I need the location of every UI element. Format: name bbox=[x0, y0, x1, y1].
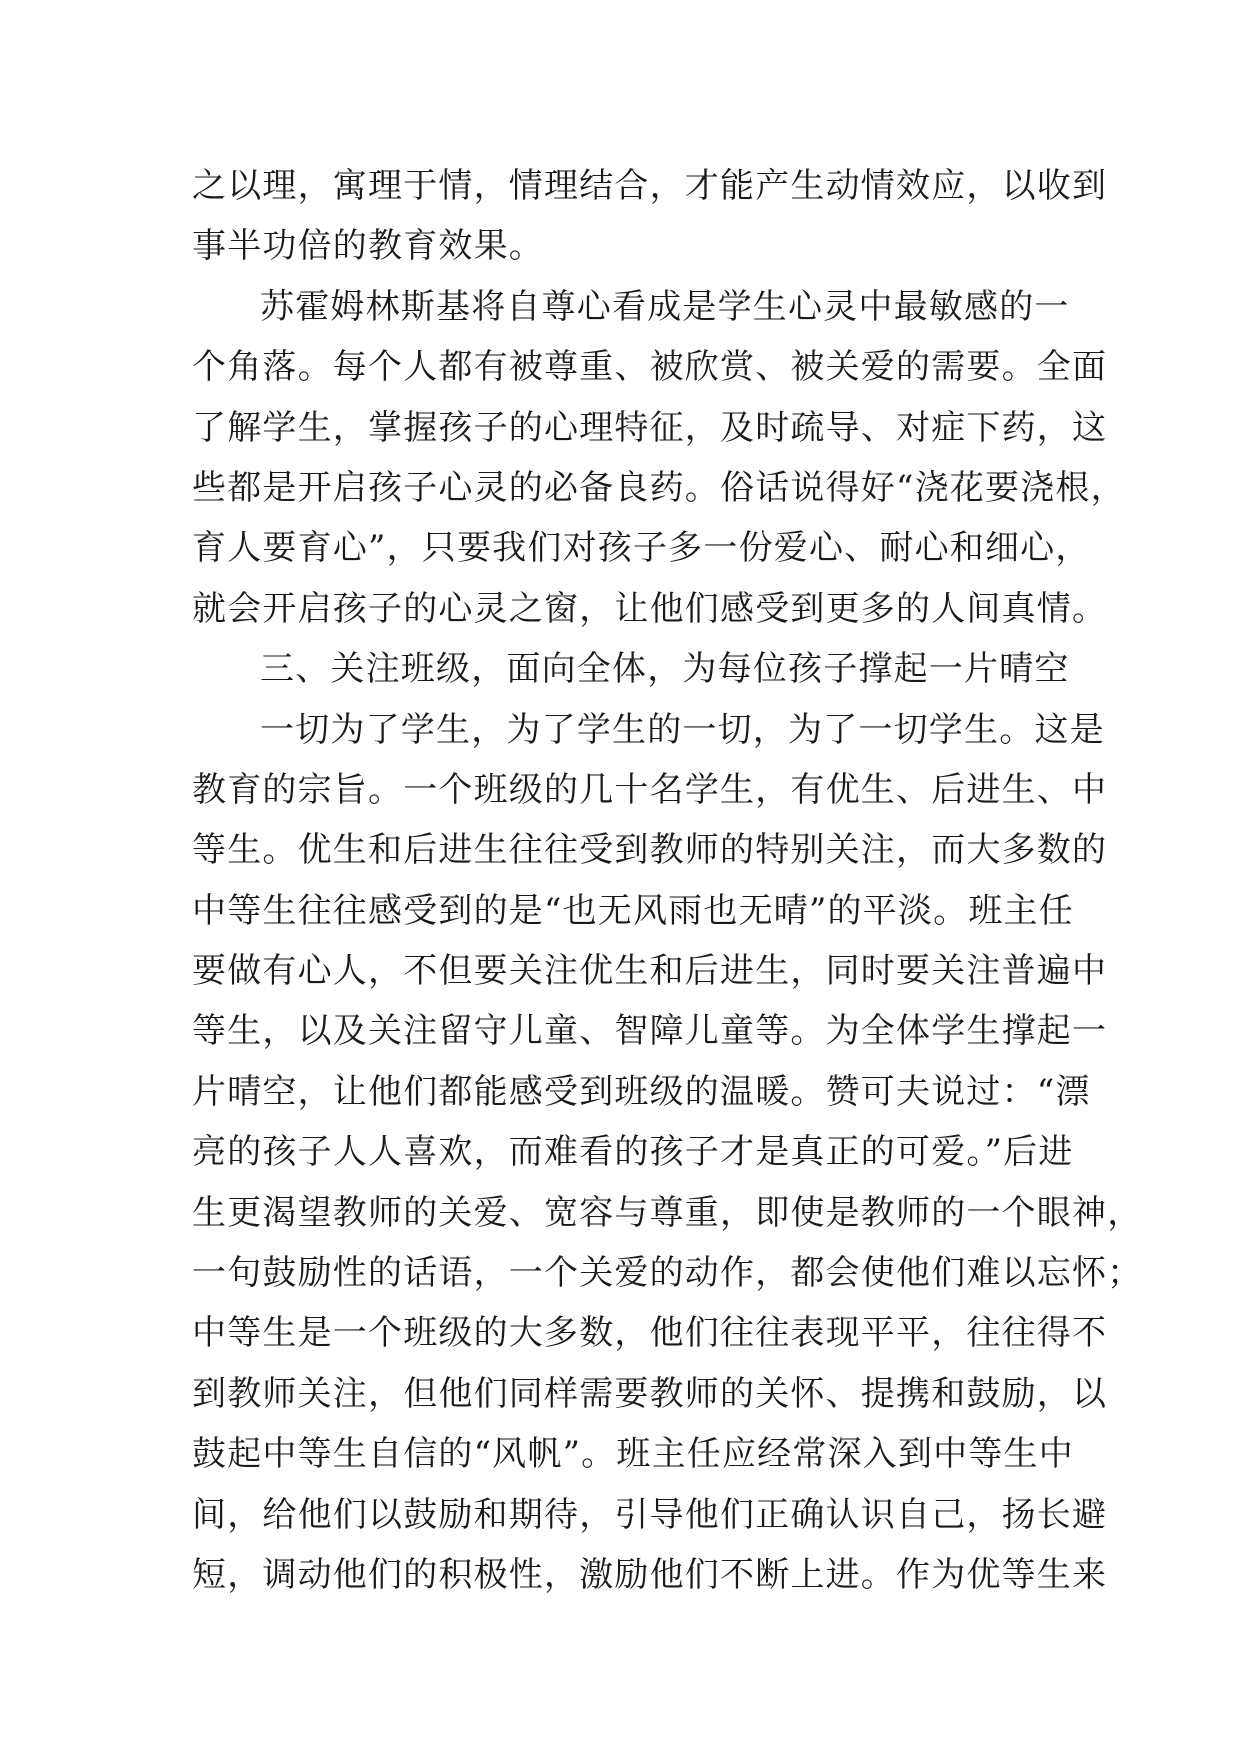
body-text bbox=[192, 156, 1143, 1605]
text-line: 教育的宗旨。一个班级的几十名学生，有优生、后进生、中 bbox=[192, 769, 1108, 810]
text-line: 就会开启孩子的心灵之窗，让他们感受到更多的人间真情。 bbox=[192, 588, 1108, 629]
text-line: 了解学生，掌握孩子的心理特征，及时疏导、对症下药，这 bbox=[192, 407, 1108, 448]
text-line: 到教师关注，但他们同样需要教师的关怀、提携和鼓励，以 bbox=[192, 1373, 1108, 1414]
text-line: 三、关注班级，面向全体，为每位孩子撑起一片晴空 bbox=[260, 649, 1070, 690]
text-line: 间，给他们以鼓励和期待，引导他们正确认识自己，扬长避 bbox=[192, 1494, 1108, 1535]
text-line: 短，调动他们的积极性，激励他们不断上进。作为优等生来 bbox=[192, 1554, 1108, 1595]
text-line: 之以理，寓理于情，情理结合，才能产生动情效应，以收到 bbox=[192, 166, 1108, 206]
text-line: 中等生是一个班级的大多数，他们往往表现平平，往往得不 bbox=[192, 1313, 1108, 1354]
text-line: 等生。优生和后进生往往受到教师的特别关注，而大多数的 bbox=[192, 830, 1108, 871]
text-line: 亮的孩子人人喜欢，而难看的孩子才是真正的可爱。”后进 bbox=[192, 1132, 1074, 1173]
text-line: 事半功倍的教育效果。 bbox=[192, 226, 544, 267]
text-line: 一切为了学生，为了学生的一切，为了一切学生。这是 bbox=[260, 709, 1105, 750]
text-line: 苏霍姆林斯基将自尊心看成是学生心灵中最敏感的一 bbox=[260, 286, 1070, 327]
text-line: 些都是开启孩子心灵的必备良药。俗话说得好“浇花要浇根， bbox=[192, 467, 1126, 508]
text-line: 生更渴望教师的关爱、宽容与尊重，即使是教师的一个眼神， bbox=[192, 1192, 1143, 1233]
text-line: 一句鼓励性的话语，一个关爱的动作，都会使他们难以忘怀； bbox=[192, 1253, 1143, 1294]
text-line: 中等生往往感受到的是“也无风雨也无晴”的平淡。班主任 bbox=[192, 890, 1074, 931]
text-line: 等生，以及关注留守儿童、智障儿童等。为全体学生撑起一 bbox=[192, 1011, 1108, 1052]
text-line: 鼓起中等生自信的“风帆”。班主任应经常深入到中等生中 bbox=[192, 1434, 1074, 1475]
text-line: 个角落。每个人都有被尊重、被欣赏、被关爱的需要。全面 bbox=[192, 347, 1108, 388]
text-line: 育人要育心”，只要我们对孩子多一份爱心、耐心和细心， bbox=[192, 528, 1091, 569]
text-line: 要做有心人，不但要关注优生和后进生，同时要关注普遍中 bbox=[192, 951, 1108, 992]
text-line: 片晴空，让他们都能感受到班级的温暖。赞可夫说过：“漂 bbox=[192, 1071, 1091, 1112]
